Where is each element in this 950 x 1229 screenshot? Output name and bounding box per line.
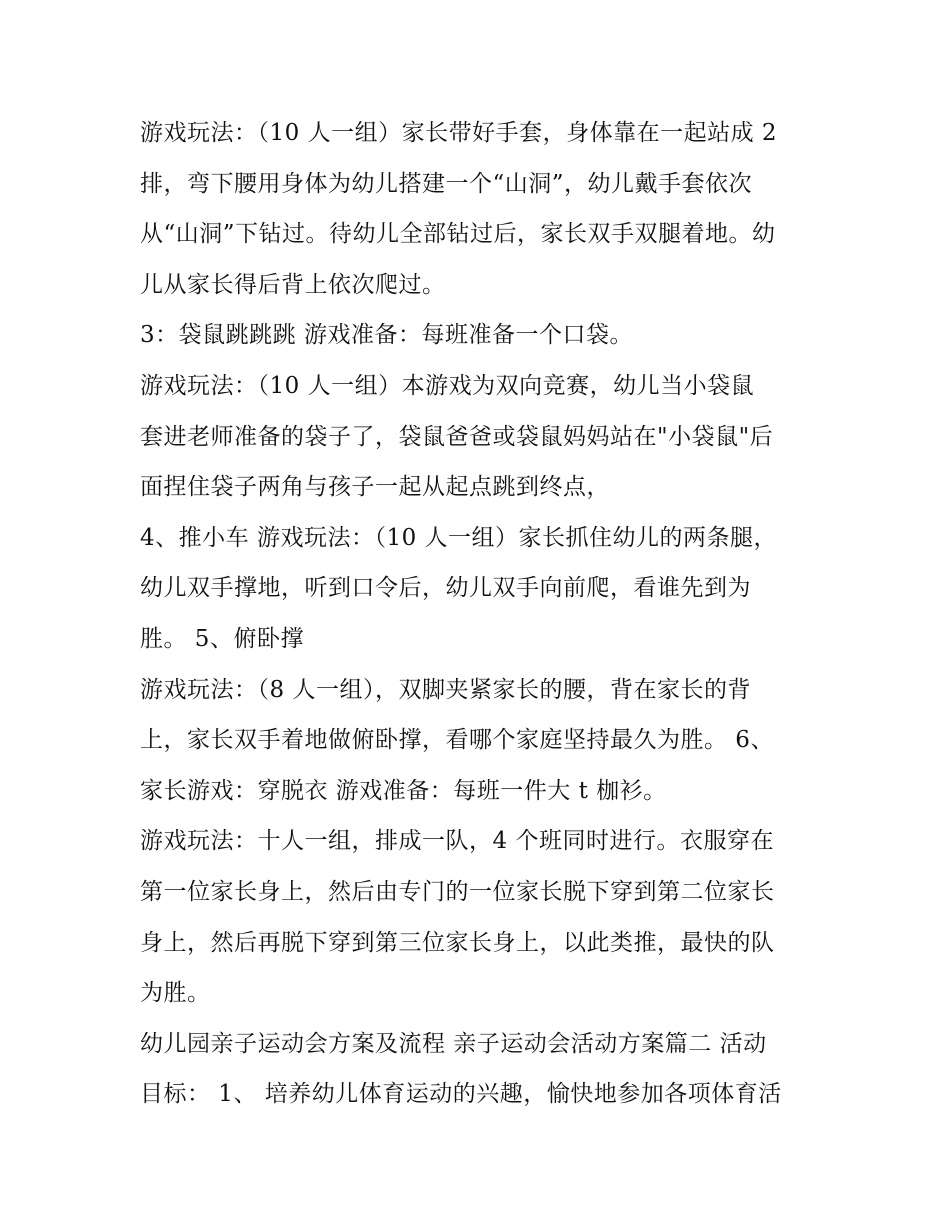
- text-line: 家长游戏：穿脱衣 游戏准备：每班一件大 t 枷衫。: [140, 777, 667, 804]
- text-line: 第一位家长身上，然后由专门的一位家长脱下穿到第二位家长: [140, 878, 775, 905]
- text-line: 幼儿双手撑地，听到口令后，幼儿双手向前爬，看谁先到为: [140, 575, 751, 602]
- document-body: [140, 108, 820, 1120]
- text-line: 游戏玩法：（8 人一组），双脚夹紧家长的腰，背在家长的背: [140, 676, 751, 703]
- text-line: 目标： 1、 培养幼儿体育运动的兴趣，愉快地参加各项体育活: [140, 1081, 782, 1108]
- text-line: 排，弯下腰用身体为幼儿搭建一个“山洞”，幼儿戴手套依次: [140, 170, 753, 197]
- text-line: 游戏玩法：（10 人一组）家长带好手套，身体靠在一起站成 2: [140, 120, 778, 146]
- text-line: 套进老师准备的袋子了，袋鼠爸爸或袋鼠妈妈站在"小袋鼠"后: [140, 423, 774, 450]
- text-line: 上，家长双手着地做俯卧撑，看哪个家庭坚持最久为胜。 6、: [140, 727, 774, 754]
- text-line: 幼儿园亲子运动会方案及流程 亲子运动会活动方案篇二 活动: [140, 1030, 767, 1057]
- text-line: 4、推小车 游戏玩法：（10 人一组）家长抓住幼儿的两条腿，: [140, 524, 778, 551]
- text-line: 从“山洞”下钻过。待幼儿全部钻过后，家长双手双腿着地。幼: [140, 221, 776, 248]
- text-line: 胜。 5、俯卧撑: [140, 625, 304, 652]
- text-line: 儿从家长得后背上依次爬过。: [140, 271, 446, 298]
- text-line: 为胜。: [140, 980, 211, 1007]
- text-line: 身上，然后再脱下穿到第三位家长身上，以此类推，最快的队: [140, 929, 775, 956]
- text-line: 游戏玩法：（10 人一组）本游戏为双向竞赛，幼儿当小袋鼠: [140, 372, 755, 399]
- text-line: 面捏住袋子两角与孩子一起从起点跳到终点，: [140, 474, 610, 501]
- text-line: 游戏玩法：十人一组，排成一队，4 个班同时进行。衣服穿在: [140, 828, 774, 855]
- text-line: 3：袋鼠跳跳跳 游戏准备：每班准备一个口袋。: [140, 322, 633, 349]
